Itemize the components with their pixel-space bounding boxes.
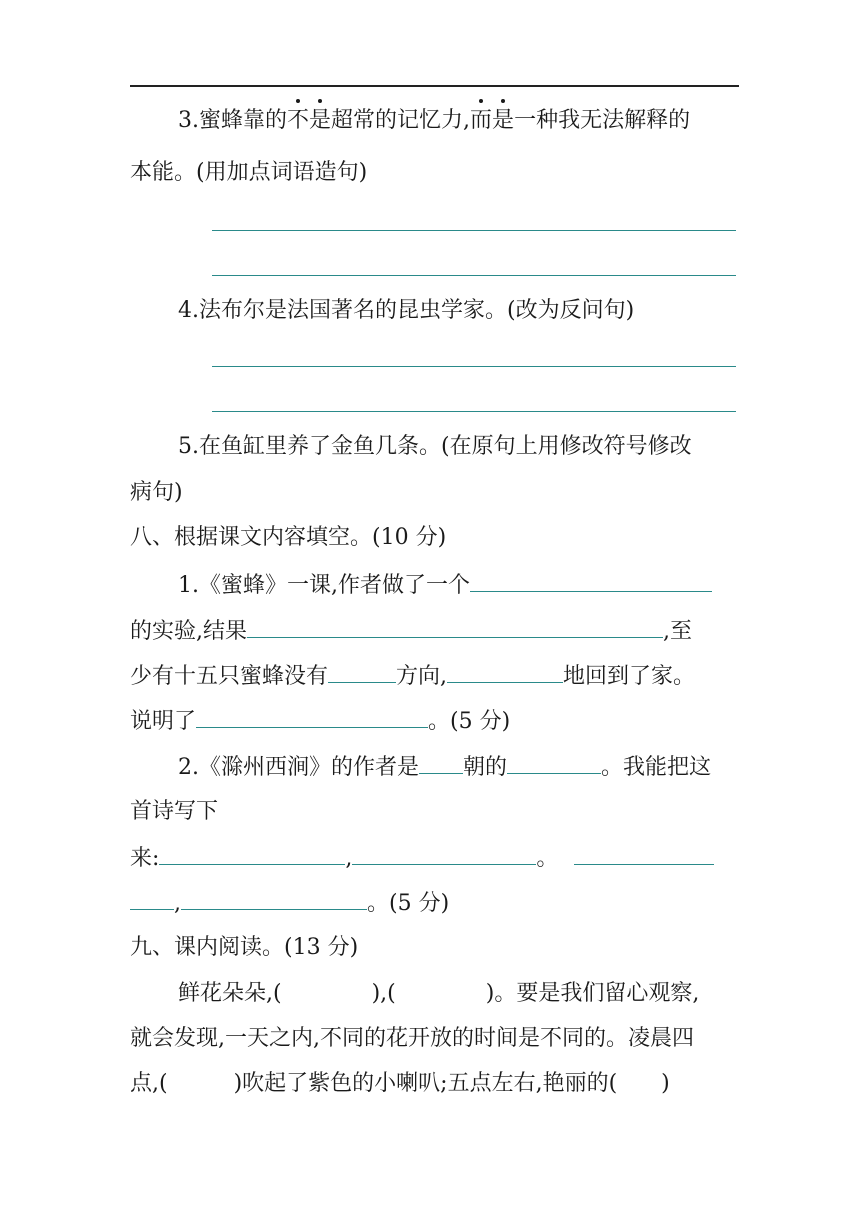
q5-line1: 5.在鱼缸里养了金鱼几条。(在原句上用修改符号修改 [178, 434, 692, 459]
top-rule [130, 85, 739, 87]
q5-line2: 病句) [130, 480, 183, 505]
fill-blank[interactable] [470, 569, 712, 592]
s8-item2-line2: 首诗写下 [130, 799, 219, 824]
s9-para-line1: 鲜花朵朵,( ),( )。要是我们留心观察, [178, 981, 700, 1006]
q4-line: 4.法布尔是法国著名的昆虫学家。(改为反问句) [178, 298, 635, 323]
fill-blank[interactable] [328, 660, 396, 683]
s8-item1-line4: 说明了 。(5 分) [130, 705, 510, 737]
answer-line[interactable] [212, 230, 736, 231]
fill-blank[interactable] [447, 660, 563, 683]
s8-item2-line3: 来: , 。 [130, 842, 714, 874]
fill-blank[interactable] [181, 887, 367, 910]
fill-blank[interactable] [574, 842, 714, 865]
section-8-heading: 八、根据课文内容填空。(10 分) [130, 525, 447, 550]
fill-blank[interactable] [247, 615, 663, 638]
s9-para-line3: 点,( )吹起了紫色的小喇叭;五点左右,艳丽的( ) [130, 1071, 670, 1096]
q3-line2: 本能。(用加点词语造句) [130, 160, 368, 185]
q3-line1: 3.蜜蜂靠的不是超常的记忆力,而是一种我无法解释的 [178, 106, 690, 136]
s8-item2-line1: 2.《滁州西涧》的作者是 朝的 。我能把这 [178, 751, 711, 783]
emphasis-dot-char: 是 [309, 106, 331, 136]
s8-item2-line4: , 。(5 分) [130, 887, 449, 919]
fill-blank[interactable] [419, 751, 463, 774]
s8-item1-line1: 1.《蜜蜂》一课,作者做了一个 [178, 569, 712, 601]
answer-line[interactable] [212, 275, 736, 276]
fill-blank[interactable] [352, 842, 536, 865]
answer-line[interactable] [212, 366, 736, 367]
fill-blank[interactable] [130, 887, 174, 910]
section-9-heading: 九、课内阅读。(13 分) [130, 935, 359, 960]
emphasis-dot-char: 是 [492, 106, 514, 136]
emphasis-dot-char: 而 [470, 106, 492, 136]
answer-line[interactable] [212, 411, 736, 412]
s8-item1-line2: 的实验,结果 ,至 [130, 615, 692, 647]
s9-para-line2: 就会发现,一天之内,不同的花开放的时间是不同的。凌晨四 [130, 1026, 694, 1051]
emphasis-dot-char: 不 [287, 106, 309, 136]
s8-item1-line3: 少有十五只蜜蜂没有 方向, 地回到了家。 [130, 660, 695, 692]
fill-blank[interactable] [159, 842, 345, 865]
fill-blank[interactable] [507, 751, 601, 774]
fill-blank[interactable] [196, 705, 428, 728]
